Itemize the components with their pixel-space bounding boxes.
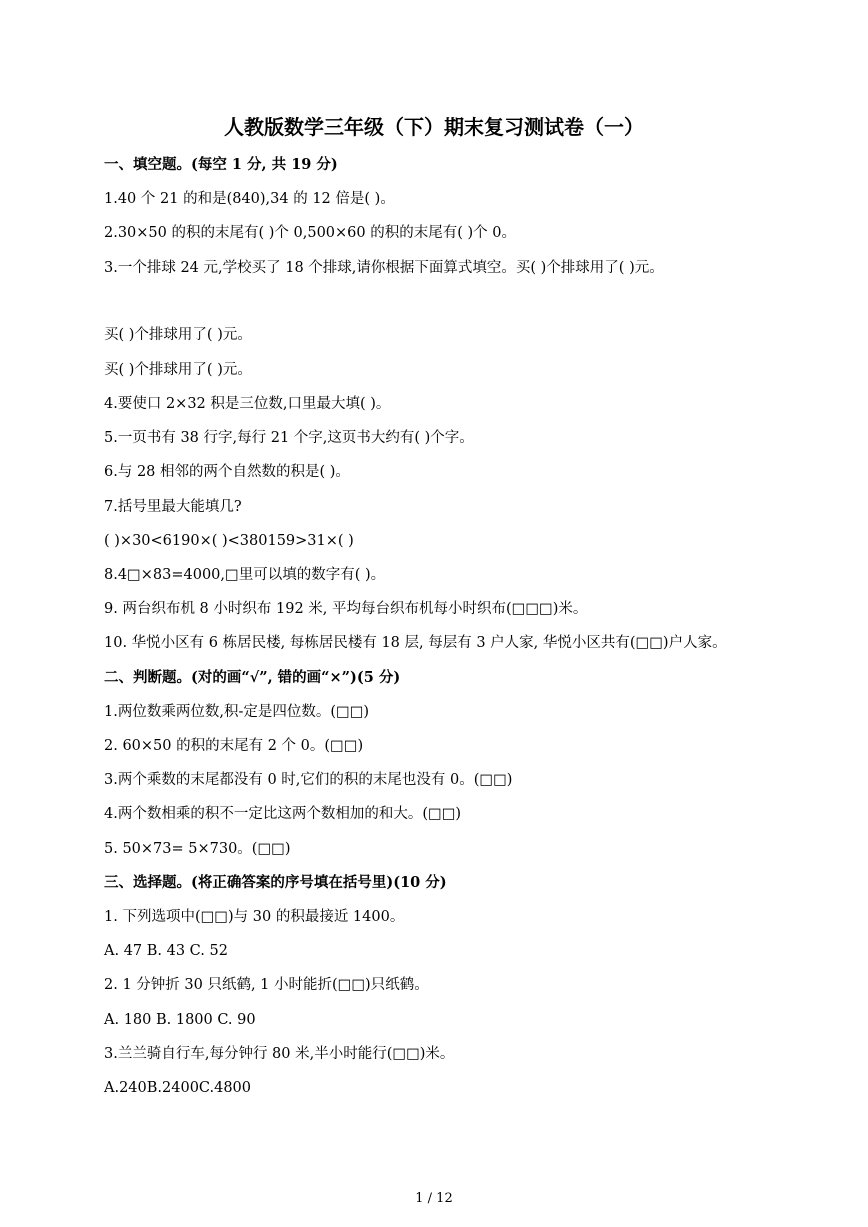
answer-options: A. 47 B. 43 C. 52 [104, 943, 228, 959]
question-line: 4.两个数相乘的积不一定比这两个数相加的和大。(□□) [104, 806, 462, 822]
question-line: 1.40 个 21 的和是(840),34 的 12 倍是( )。 [104, 191, 395, 207]
question-line: 9. 两台织布机 8 小时织布 192 米, 平均每台织布机每小时织布(□□□)米。 [104, 601, 588, 617]
question-line: 5. 50×73= 5×730。(□□) [104, 841, 291, 857]
question-line: 4.要使口 2×32 积是三位数,口里最大填( )。 [104, 396, 391, 412]
page-title: 人教版数学三年级（下）期末复习测试卷（一） [224, 115, 644, 139]
question-line: 买( )个排球用了( )元。 [104, 362, 252, 378]
answer-options: A.240B.2400C.4800 [104, 1080, 252, 1096]
question-line: ( )×30<6190×( )<380159>31×( ) [104, 533, 354, 549]
page-number: 1 / 12 [415, 1191, 453, 1206]
question-line: 8.4□×83=4000,□里可以填的数字有( )。 [104, 567, 386, 583]
question-line: 1. 下列选项中(□□)与 30 的积最接近 1400。 [104, 909, 405, 925]
question-line: 2. 60×50 的积的末尾有 2 个 0。(□□) [104, 738, 364, 754]
question-line: 7.括号里最大能填几? [104, 499, 242, 515]
answer-options: A. 180 B. 1800 C. 90 [104, 1012, 256, 1028]
section-heading-fill-in: 一、填空题。(每空 1 分, 共 19 分) [104, 156, 338, 173]
question-line: 6.与 28 相邻的两个自然数的积是( )。 [104, 464, 350, 480]
question-line: 10. 华悦小区有 6 栋居民楼, 每栋居民楼有 18 层, 每层有 3 户人家, 华悦小区共有(□□)户人家。 [104, 635, 727, 651]
question-line: 买( )个排球用了( )元。 [104, 327, 252, 343]
question-line: 3.一个排球 24 元,学校买了 18 个排球,请你根据下面算式填空。买( )个排球用了( )元。 [104, 260, 664, 276]
question-line: 3.两个乘数的末尾都没有 0 时,它们的积的末尾也没有 0。(□□) [104, 772, 513, 788]
question-line: 2.30×50 的积的末尾有( )个 0,500×60 的积的末尾有( )个 0。 [104, 225, 517, 241]
question-line: 5.一页书有 38 行字,每行 21 个字,这页书大约有( )个字。 [104, 430, 474, 446]
section-heading-choice: 三、选择题。(将正确答案的序号填在括号里)(10 分) [104, 874, 447, 891]
question-line: 1.两位数乘两位数,积-定是四位数。(□□) [104, 704, 370, 720]
section-heading-true-false: 二、判断题。(对的画“√”, 错的画“×”)(5 分) [104, 669, 401, 686]
question-line: 3.兰兰骑自行车,每分钟行 80 米,半小时能行(□□)米。 [104, 1046, 455, 1062]
question-line: 2. 1 分钟折 30 只纸鹤, 1 小时能折(□□)只纸鹤。 [104, 977, 429, 993]
